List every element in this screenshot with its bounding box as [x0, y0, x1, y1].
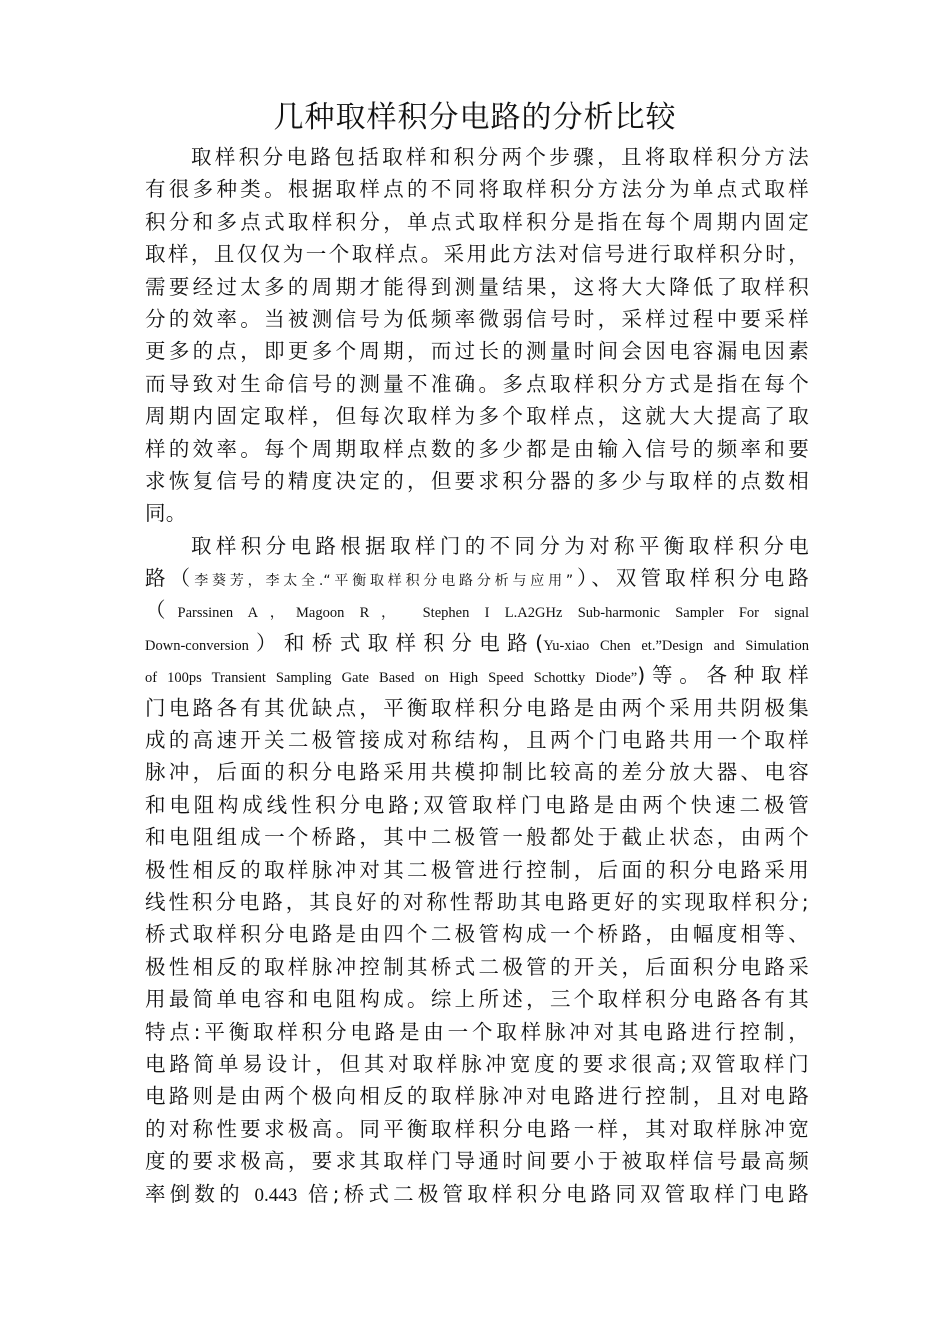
- text-line: 桥式取样积分电路是由四个二极管构成一个桥路，由幅度相等、: [145, 922, 809, 947]
- text-line: 积分和多点式取样积分，单点式取样积分是指在每个周期内固定: [145, 209, 809, 234]
- text-segment: 率倒数的: [145, 1181, 244, 1206]
- text-line: 脉冲，后面的积分电路采用共模抑制比较高的差分放大器、电容: [145, 760, 809, 785]
- text-line: 样的效率。每个周期取样点数的多少都是由输入信号的频率和要: [145, 436, 809, 461]
- text-line: 有很多种类。根据取样点的不同将取样积分方法分为单点式取样: [145, 177, 809, 202]
- text-line: 取样积分电路包括取样和积分两个步骤，且将取样积分方法: [191, 145, 809, 169]
- text-line-with-citation: [145, 562, 809, 594]
- text-line: 周期内固定取样，但每次取样为多个取样点，这就大大提高了取: [145, 404, 809, 429]
- citation: 李葵芳，李太全.“平衡取样积分电路分析与应用”: [194, 573, 574, 590]
- citation: Down-conversion: [145, 637, 249, 654]
- text-line: 极性相反的取样脉冲控制其桥式二极管的开关，后面积分电路采: [145, 954, 809, 979]
- text-segment: ）和桥式取样积分电路(: [248, 630, 544, 655]
- text-line: 线性积分电路，其良好的对称性帮助其电路更好的实现取样积分;: [145, 889, 809, 914]
- document-body: [145, 141, 809, 1210]
- citation: Parssinen A，Magoon R， Stephen I L.A2GHz Sub-harmonic Sampler For signal: [177, 605, 809, 622]
- text-segment: 倍;桥式二极管取样积分电路同双管取样门电路: [307, 1181, 809, 1206]
- text-line: 取样积分电路根据取样门的不同分为对称平衡取样积分电: [191, 533, 809, 558]
- text-line: 和电阻构成线性积分电路;双管取样门电路是由两个快速二极管: [145, 792, 809, 817]
- citation: Yu-xiao Chen et.”Design and Simulation: [543, 637, 809, 654]
- text-line-with-citation: [145, 594, 809, 626]
- text-line: 电路则是由两个极向相反的取样脉冲对电路进行控制，且对电路: [145, 1084, 809, 1109]
- text-line-with-citation: [145, 659, 809, 691]
- text-segment: （: [145, 598, 178, 623]
- text-line: 取样，且仅仅为一个取样点。采用此方法对信号进行取样积分时，: [145, 242, 809, 267]
- text-line: 极性相反的取样脉冲对其二极管进行控制，后面的积分电路采用: [145, 857, 809, 882]
- text-line-with-citation: [145, 627, 809, 659]
- text-line: 同。: [145, 501, 187, 526]
- paragraph-1: [145, 141, 809, 530]
- text-line: 和电阻组成一个桥路，其中二极管一般都处于截止状态，由两个: [145, 825, 809, 850]
- text-segment: )等。各种取样: [637, 663, 809, 688]
- text-line-with-number: [145, 1178, 809, 1210]
- citation: of 100ps Transient Sampling Gate Based on High Speed Schottky Diode”: [145, 670, 638, 687]
- text-line: 用最简单电容和电阻构成。综上所述，三个取样积分电路各有其: [145, 987, 809, 1012]
- paragraph-2: [145, 530, 809, 1210]
- text-segment: ）、双管取样积分电路: [573, 566, 809, 591]
- text-line: 更多的点，即更多个周期，而过长的测量时间会因电容漏电因素: [145, 339, 809, 364]
- number-value: 0.443: [254, 1184, 298, 1206]
- text-line: 成的高速开关二极管接成对称结构，且两个门电路共用一个取样: [145, 728, 809, 753]
- text-line: 需要经过太多的周期才能得到测量结果，这将大大降低了取样积: [145, 274, 809, 299]
- text-line: 而导致对生命信号的测量不准确。多点取样积分方式是指在每个: [145, 371, 809, 396]
- page-title: 几种取样积分电路的分析比较: [273, 100, 677, 135]
- text-line: 特点:平衡取样积分电路是由一个取样脉冲对其电路进行控制，: [145, 1019, 809, 1044]
- text-line: 度的要求极高，要求其取样门导通时间要小于被取样信号最高频: [145, 1149, 809, 1174]
- text-line: 门电路各有其优缺点，平衡取样积分电路是由两个采用共阴极集: [145, 695, 809, 720]
- text-line: 的对称性要求极高。同平衡取样积分电路一样，其对取样脉冲宽: [145, 1116, 809, 1141]
- text-line: 求恢复信号的精度决定的，但要求积分器的多少与取样的点数相: [145, 468, 809, 493]
- text-line: 分的效率。当被测信号为低频率微弱信号时，采样过程中要采样: [145, 306, 809, 331]
- text-line: 电路简单易设计，但其对取样脉冲宽度的要求很高;双管取样门: [145, 1051, 809, 1076]
- text-segment: 路（: [145, 566, 195, 591]
